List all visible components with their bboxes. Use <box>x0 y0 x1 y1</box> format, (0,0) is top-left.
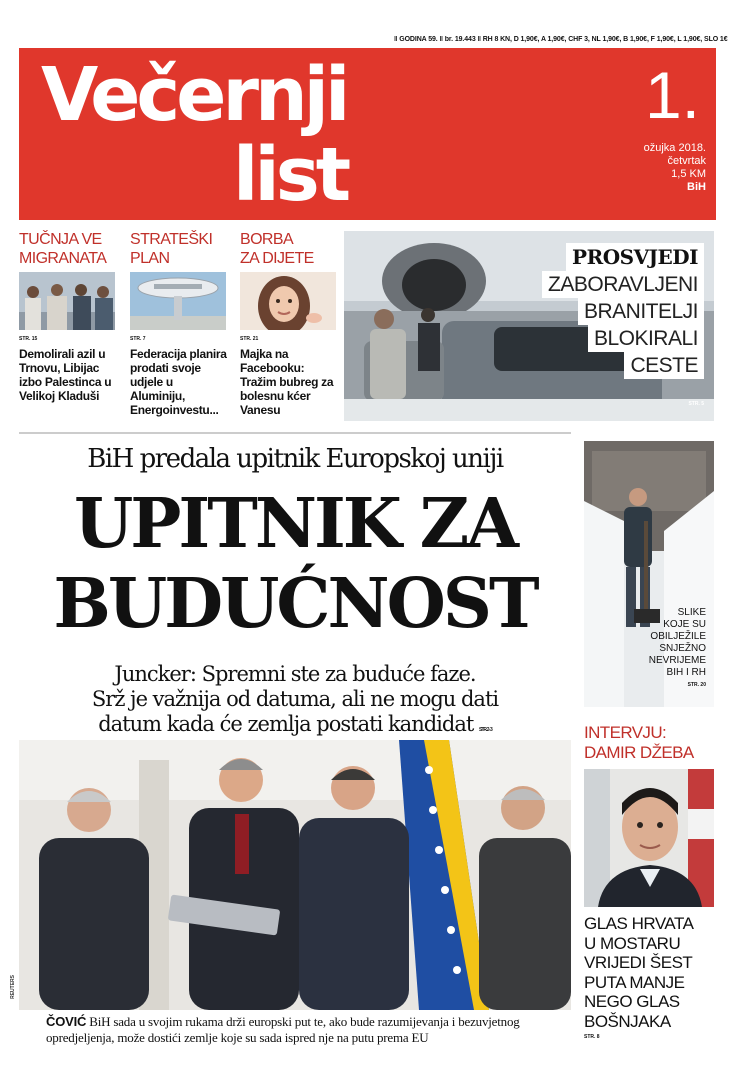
lead-headline[interactable] <box>19 484 571 644</box>
lead-photo <box>19 740 571 1010</box>
protest-story[interactable] <box>344 231 714 421</box>
teaser-text: Demolirali azil u Trnovu, Libijac izbo Palestinca u Velikoj Kladuši <box>19 347 112 403</box>
teaser-heading-line1: TUČNJA VE <box>19 231 102 248</box>
protest-line: BRANITELJI <box>578 298 704 325</box>
protest-line: CESTE <box>624 352 704 379</box>
logo-list: list <box>233 132 348 218</box>
teaser-heading-line1: STRATEŠKI <box>130 231 213 248</box>
snow-caption-line: KOJE SU <box>663 619 706 630</box>
interview-heading[interactable] <box>584 723 714 763</box>
issue-weekday: četvrtak <box>667 155 706 167</box>
teaser-photo-aluminij <box>130 272 226 330</box>
lead-deck-line3 <box>19 712 571 743</box>
snow-caption-line: NEVRIJEME <box>648 655 706 666</box>
lead-deck-line3-text: datum kada će zemlja postati kandidat <box>98 712 474 736</box>
lead-caption <box>46 1014 570 1046</box>
teaser-heading <box>240 230 338 270</box>
interview-text-line: VRIJEDI ŠEST <box>584 953 693 972</box>
issue-day: 1. <box>644 58 700 132</box>
teaser-heading <box>130 230 228 270</box>
snow-caption-line: SLIKE <box>677 607 706 618</box>
interview-text-line: BOŠNJAKA <box>584 1011 671 1031</box>
protest-headline <box>542 243 704 379</box>
teaser-child[interactable] <box>240 230 338 417</box>
issue-price-line: ‖ GODINA 59. ‖ br. 19.443 ‖ RH 8 KN, D 1,90€, A 1,90€, CHF 3, NL 1,90€, B 1,90€, F 1,90€, L 1,90€, SLO 1€ <box>394 36 728 43</box>
interview-text <box>584 914 724 1031</box>
interview-text-line: PUTA MANJE <box>584 972 685 992</box>
teaser-text: Majka na Facebooku: Tražim bubreg za bolesnu kćer Vanesu <box>240 347 334 417</box>
lead-headline-line1: UPITNIK ZA <box>74 484 516 564</box>
photo-credit: REUTERS <box>10 975 16 999</box>
teaser-heading-line2: ZA DIJETE <box>240 250 314 267</box>
masthead <box>19 48 716 220</box>
teaser-migrants[interactable] <box>19 230 117 403</box>
teaser-text: Federacija planira prodati svoje udjele u Aluminiju, Energoinvestu... <box>130 347 227 417</box>
snow-caption-line: BIH I RH <box>666 667 706 678</box>
caption-text: BiH sada u svojim rukama drži europski put te, ako bude razumijevanja i bezuvjetnog opredjeljenja, može dostići zemlje koje su sada ispred nje na putu prema EU <box>46 1014 520 1045</box>
protest-tag: PROSVJEDI <box>566 243 704 271</box>
teaser-heading-line1: BORBA <box>240 231 294 248</box>
issue-info <box>586 142 706 194</box>
teaser-heading <box>19 230 117 270</box>
teaser-photo-girl <box>240 272 336 330</box>
snow-page-ref: STR. 20 <box>687 682 706 688</box>
issue-price: 1,5 KM <box>671 168 706 180</box>
logo-vecernji: Večernji <box>41 52 347 138</box>
teaser-heading-line2: PLAN <box>130 250 170 267</box>
interview-text-line: GLAS HRVATA <box>584 914 694 933</box>
lead-page-ref: STR. 2 - 3 <box>478 727 492 733</box>
section-divider <box>19 432 571 434</box>
interview-heading-line2: DAMIR DŽEBA <box>584 743 694 762</box>
interview-page-ref: STR. 8 <box>584 1034 600 1040</box>
interview-text-line: U MOSTARU <box>584 933 681 953</box>
snow-caption <box>649 607 706 691</box>
teaser-photo-migrants <box>19 272 115 330</box>
protest-page-ref: STR. 5 <box>688 401 704 407</box>
lead-kicker: BiH predala upitnik Europskoj uniji <box>87 444 503 474</box>
lead-deck <box>19 662 571 743</box>
caption-name: ČOVIĆ <box>46 1014 87 1029</box>
snow-caption-line: SNJEŽNO <box>659 643 706 654</box>
snow-caption-line: OBILJEŽILE <box>650 631 706 642</box>
teaser-page-ref: STR. 21 <box>240 336 259 342</box>
lead-deck-line2: Srž je važnija od datuma, ali ne mogu dati <box>91 687 499 711</box>
teaser-heading-line2: MIGRANATA <box>19 250 107 267</box>
protest-line: BLOKIRALI <box>588 325 704 352</box>
snow-story[interactable] <box>584 441 714 707</box>
lead-deck-line1: Juncker: Spremni ste za buduće faze. <box>114 662 476 686</box>
interview-heading-line1: INTERVJU: <box>584 723 667 742</box>
teaser-page-ref: STR. 7 <box>130 336 146 342</box>
teaser-strategic-plan[interactable] <box>130 230 228 417</box>
protest-line: ZABORAVLJENI <box>542 271 704 298</box>
issue-month-year: ožujka 2018. <box>643 142 706 154</box>
interview-photo <box>584 769 714 907</box>
issue-edition: BiH <box>687 181 706 193</box>
teaser-page-ref: STR. 15 <box>19 336 38 342</box>
lead-headline-line2: BUDUĆNOST <box>53 564 537 644</box>
interview-text-line: NEGO GLAS <box>584 992 680 1011</box>
